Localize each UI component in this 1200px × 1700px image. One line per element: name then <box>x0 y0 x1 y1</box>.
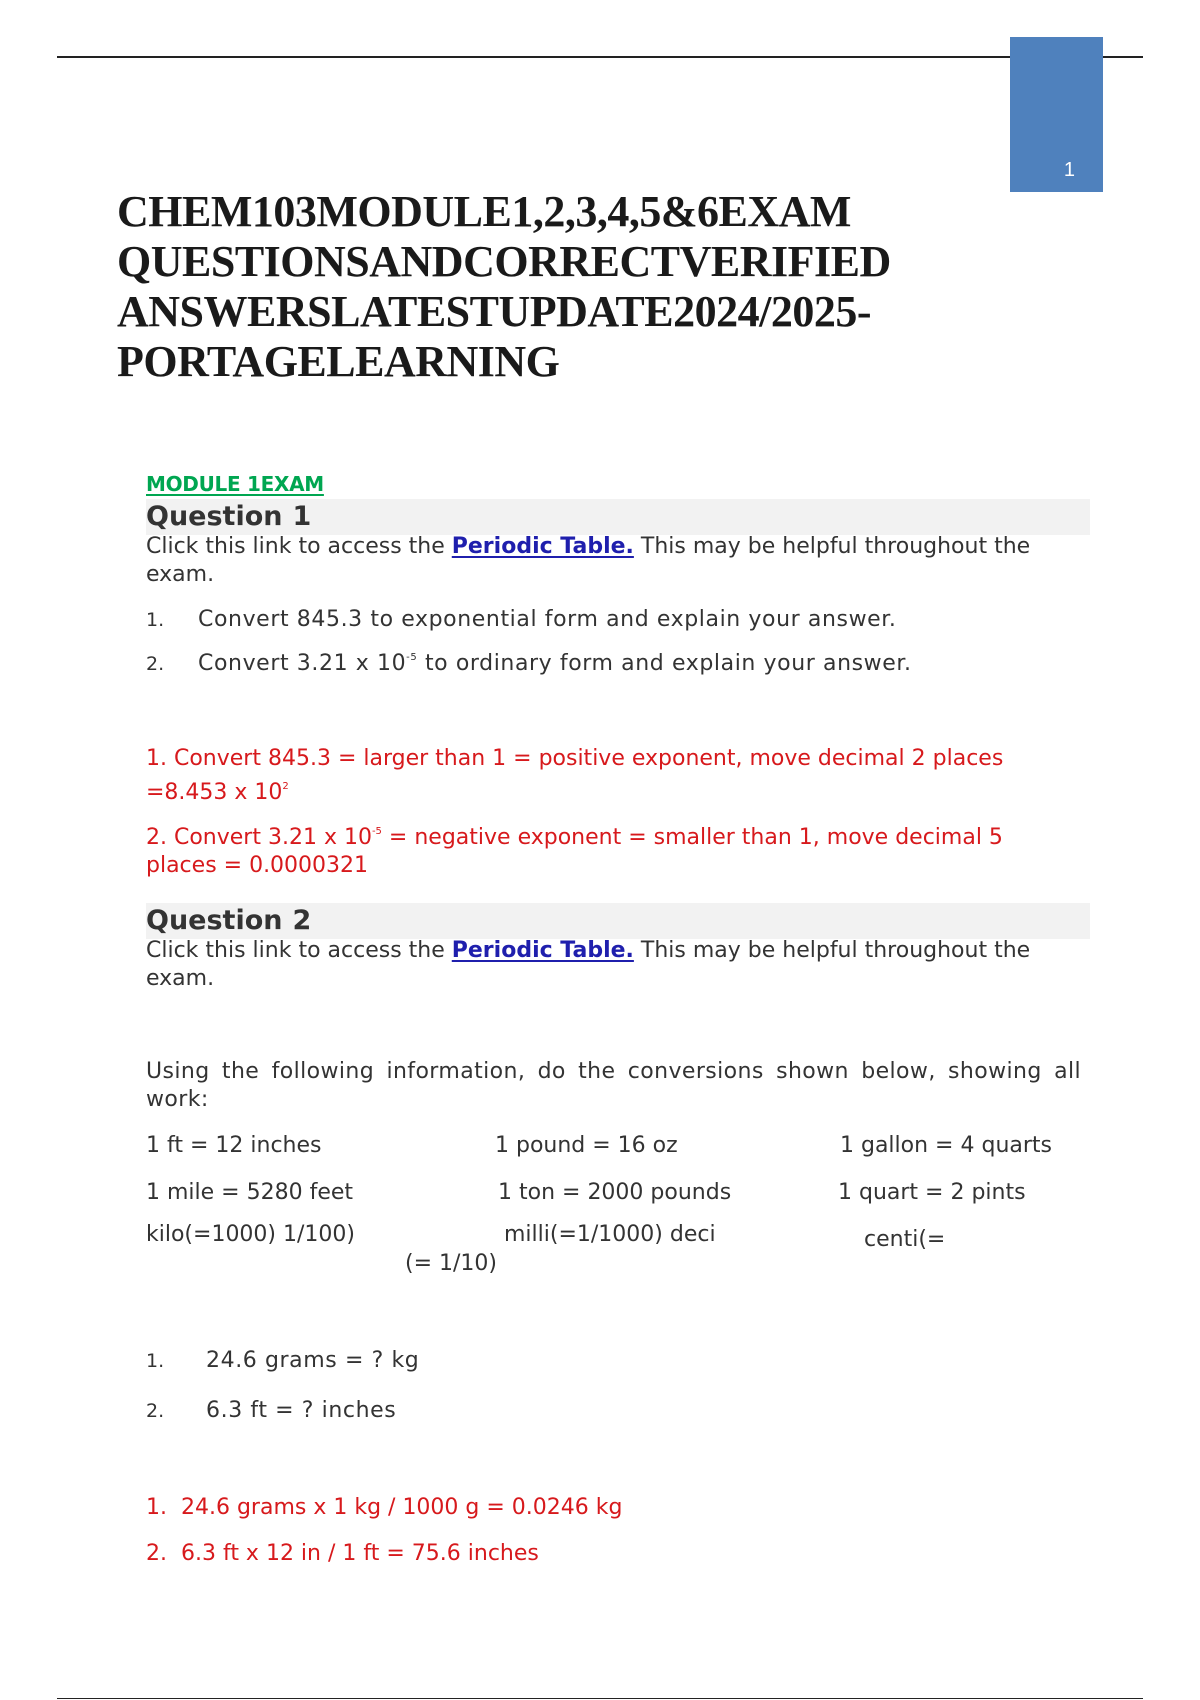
page-number: 1 <box>1063 159 1075 181</box>
question-1-answer-1: 1. Convert 845.3 = larger than 1 = positive exponent, move decimal 2 places =8.453 x $10^2$ <box>146 746 1004 805</box>
question-1-heading: Question 1 <box>146 499 1090 535</box>
question-1-item-2-number: 2. <box>146 653 165 675</box>
question-2-item-1: 24.6 grams = ? kg <box>206 1348 420 1373</box>
header-rule <box>57 56 1143 58</box>
question-2-instructions: Using the following information, do the conversions shown below, showing all work: <box>146 1059 1081 1112</box>
conversion-kilo: kilo(=1000) 1/100) <box>146 1222 355 1247</box>
question-1-intro: Click this link to access the Periodic Table. This may be helpful throughout the exam. <box>146 534 1031 587</box>
conversion-ton: 1 ton = 2000 pounds <box>498 1180 732 1205</box>
footer-rule <box>57 1698 1143 1699</box>
conversion-pound: 1 pound = 16 oz <box>495 1133 678 1158</box>
conversion-quart: 1 quart = 2 pints <box>838 1180 1026 1205</box>
question-1-item-1-number: 1. <box>146 609 165 631</box>
page-number-badge <box>1010 37 1103 192</box>
question-1-item-1: Convert 845.3 to exponential form and explain your answer. <box>198 607 897 632</box>
question-2-intro: Click this link to access the Periodic Table. This may be helpful throughout the exam. <box>146 938 1031 991</box>
question-1-answer-2: 2. Convert 3.21 x $10^{-5}$ = negative exponent = smaller than 1, move decimal 5 places = 0.0000321 <box>146 825 1003 878</box>
conversion-milli: milli(=1/1000) deci <box>504 1222 716 1247</box>
question-2-answer-2: 2. 6.3 ft x 12 in / 1 ft = 75.6 inches <box>146 1541 539 1566</box>
conversion-ft: 1 ft = 12 inches <box>146 1133 322 1158</box>
question-2-answer-1: 1. 24.6 grams x 1 kg / 1000 g = 0.0246 kg <box>146 1495 623 1520</box>
conversion-mile: 1 mile = 5280 feet <box>146 1180 354 1205</box>
conversion-deci: (= 1/10) <box>405 1251 497 1276</box>
question-2-number: 2 <box>292 905 312 936</box>
question-1-item-2: Convert 3.21 x $10^{-5}$ to ordinary form and explain your answer. <box>198 651 912 676</box>
module-label: MODULE 1EXAM <box>146 472 324 496</box>
document-title: CHEM103MODULE1,2,3,4,5&6EXAM QUESTIONSANDCORRECTVERIFIED ANSWERSLATESTUPDATE2024/2025- PORTAGELEARNING <box>117 187 891 386</box>
question-2-heading: Question 2 <box>146 903 1090 939</box>
question-2-item-1-number: 1. <box>146 1350 165 1372</box>
question-1-number: 1 <box>292 501 312 532</box>
periodic-table-link-2[interactable]: Periodic Table. <box>451 938 634 963</box>
conversion-gallon: 1 gallon = 4 quarts <box>840 1133 1052 1158</box>
periodic-table-link[interactable]: Periodic Table. <box>451 534 634 559</box>
conversion-centi: centi(= <box>864 1227 946 1252</box>
question-2-item-2: 6.3 ft = ? inches <box>206 1398 397 1423</box>
question-2-item-2-number: 2. <box>146 1400 165 1422</box>
